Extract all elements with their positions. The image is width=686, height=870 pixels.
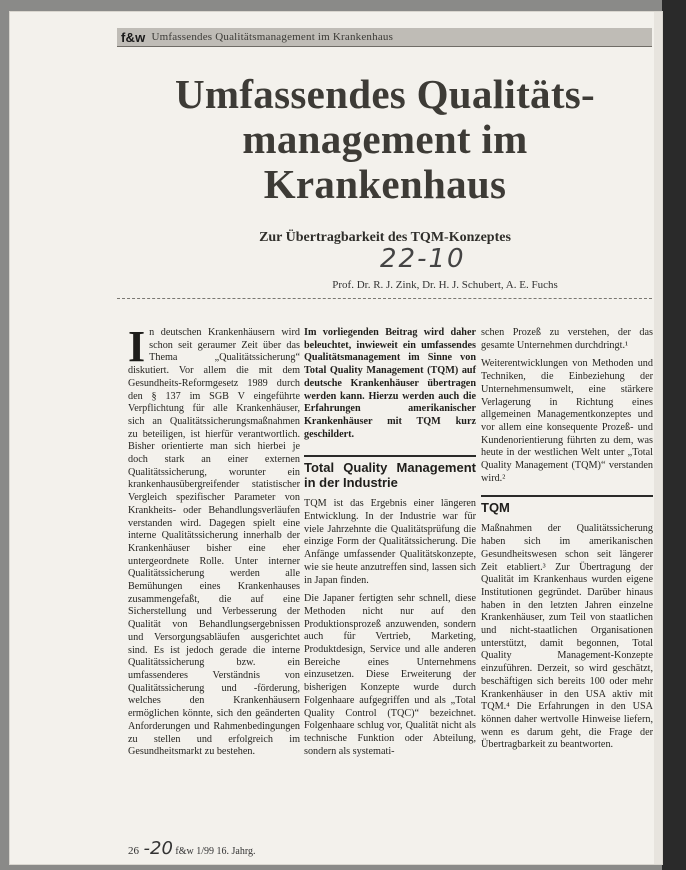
title-line-1: Umfassendes Qualitäts- <box>174 71 596 117</box>
text-column-3 <box>481 327 653 758</box>
page-number: 26 <box>128 845 139 857</box>
running-header-title: Umfassendes Qualitätsmanagement im Krankenhaus <box>151 31 394 43</box>
paragraph: schen Prozeß zu verstehen, der das gesamte Unternehmen durchdringt.¹ <box>481 327 653 351</box>
title-divider <box>117 298 652 299</box>
handwritten-scribble: -20 <box>143 838 173 859</box>
drop-cap: I <box>128 322 146 371</box>
scan-page-edge <box>654 12 662 864</box>
text-column-2 <box>304 327 476 764</box>
paragraph: Weiterentwicklungen von Methoden und Techniken, die Einbeziehung der Unternehmensumwelt, eine stärkere Verlagerung in Richtung eines allgemeinen Managementkonzeptes und vor allem eine konsequente Prozeß- und Kundenorientierung führten zu dem, was heute in der westlichen Welt unter „Total Quality Management (TQM)“ verstanden wird.² <box>481 358 653 484</box>
text-column-1 <box>128 322 300 847</box>
column-1-text: n deutschen Krankenhäusern wird schon seit geraumer Zeit über das Thema „Qualitätssicherung“ diskutiert. Vor allem die mit dem Gesundheits-Reformgesetz 1989 durch den § 137 im SGB V eingeführte Verpflichtung für alle Krankenhäuser, sich an Qualitätssicherungsmaßnahmen zu beteiligen, ist hierfür verantwortlich. Bisher orientierte man sich hierbei je doch stark an einer externen Qualitätssicherung, worunter ein krankenhausübergreifender statistischer Vergleich spezifischer Parameter von Krankheits- oder Behandlungsverläufen verstanden wird. Dagegen spielt eine interne Qualitätssicherung innerhalb der Krankenhäuser bisher eine eher untergeordnete Rolle. Unter interner Qualitätssicherung werden alle Bemühungen eines Krankenhauses zusammengefaßt, die auf eine Sicherstellung und Verbesserung der Qualität von Behandlungsergebnissen und Versorgungsabläufen ausgerichtet sind. Es ist jedoch gerade die interne Qualitätssicherung bzw. ein umfassenderes Verständnis von Qualitätssicherung und -förderung, welches den Krankenhäusern ermöglichen könnte, sich den geänderten Anforderungen und Rahmenbedingungen zu stellen und erfolgreich im Gesundheitsmarkt zu bestehen. <box>128 327 300 758</box>
paragraph: TQM ist das Ergebnis einer längeren Entwicklung. In der Industrie war für viele Jahrzehnte die Qualitätsprüfung die einzige Form der Qualitätssicherung. Die Anfänge umfassender Qualitätskonzepte, wie sie heute anzutreffen sind, lassen sich in Japan finden. <box>304 498 476 586</box>
page-footer <box>128 838 256 859</box>
section-heading-industrie: Total Quality Management in der Industrie <box>304 455 476 490</box>
article-subtitle: Zur Übertragbarkeit des TQM-Konzeptes <box>259 230 511 245</box>
article-authors: Prof. Dr. R. J. Zink, Dr. H. J. Schubert, A. E. Fuchs <box>332 279 558 291</box>
section-heading-tqm: TQM <box>481 495 653 515</box>
title-line-3: Krankenhaus <box>263 161 507 207</box>
paragraph: Maßnahmen der Qualitätssicherung haben sich im amerikanischen Gesundheitswesen schon seit längerer Zeit etabliert.³ Zur Übertragung der Qualität im Krankenhaus wurden eigene Institutionen gegründet. Darüber hinaus haben in den letzten Jahren einzelne Krankenhäuser, zum Teil von staatlichen und nicht-staatlichen Organisationen unterstützt, damit begonnen, Total Quality Management-Konzepte einzuführen. Derzeit, so wird geschätzt, beschäftigen sich bereits 100 oder mehr Krankenhäuser in den USA aktiv mit TQM.⁴ Die Erfahrungen in den USA können daher wertvolle Hinweise liefern, wenn es darum geht, die Frage der Übertragbarkeit zu beantworten. <box>481 523 653 751</box>
handwritten-note: 22-10 <box>380 244 466 274</box>
scan-edge-dark <box>662 0 686 870</box>
article-title <box>120 72 650 207</box>
journal-reference: f&w 1/99 16. Jahrg. <box>175 846 256 857</box>
running-header <box>117 28 652 47</box>
paragraph: Die Japaner fertigten sehr schnell, diese Methoden nicht nur auf den Produktionsprozeß anzuwenden, sondern auch für Vertrieb, Marketing, Produktdesign, Service und alle anderen Bereiche eines Unternehmens einzusetzen. Diese Erweiterung der bisherigen Konzepte wurde durch Folgenhaare aufgegriffen und als „Total Quality Control (TQC)“ bezeichnet. Folgenhaare schlug vor, Qualität nicht als technische Funktion oder Abteilung, sondern als systemati- <box>304 593 476 757</box>
journal-logo: f&w <box>121 29 146 45</box>
title-line-2: management im <box>242 116 528 162</box>
article-lead: Im vorliegenden Beitrag wird daher beleuchtet, inwieweit ein umfassendes Qualitätsmanagement im Sinne von Total Quality Management (TQM) auf deutsche Krankenhäuser übertragen werden kann. Hierzu werden auch die Erfahrungen amerikanischer Krankenhäuser mit TQM kurz geschildert. <box>304 327 476 440</box>
